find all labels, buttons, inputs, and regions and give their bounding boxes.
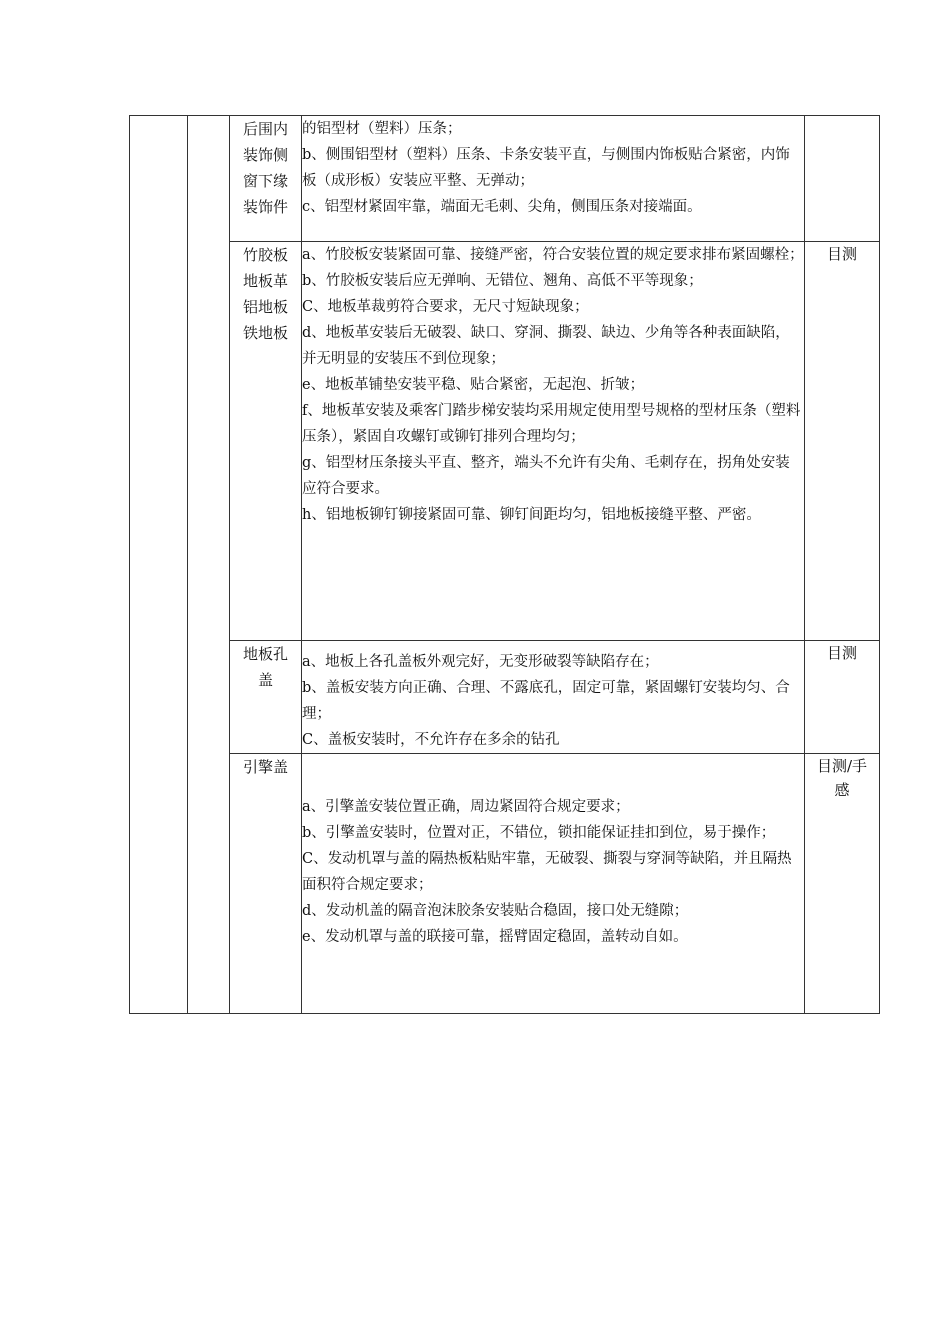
requirement-line: C、地板革裁剪符合要求，无尺寸短缺现象； <box>302 299 589 315</box>
item-cell <box>230 754 302 1014</box>
requirements-cell <box>302 116 805 242</box>
requirement-line: C、盖板安装时，不允许存在多余的钻孔 <box>302 732 560 748</box>
requirement-line: f、地板革安装及乘客门踏步梯安装均采用规定使用型号规格的型材压条（塑料压条），紧固自攻螺钉或铆钉排列合理均匀； <box>302 403 801 445</box>
item-name: 竹胶板地板革铝地板铁地板 <box>242 246 288 342</box>
requirement-line: c、铝型材紧固牢靠，端面无毛刺、尖角，侧围压条对接端面。 <box>302 199 702 215</box>
table-row <box>130 754 880 1014</box>
item-name: 引擎盖 <box>242 758 288 776</box>
method-text: 目测/手感 <box>816 757 868 799</box>
table-row <box>130 242 880 641</box>
item-name: 地板孔盖 <box>242 645 288 689</box>
requirement-line: 的铝型材（塑料）压条； <box>302 121 462 137</box>
inspection-table <box>129 115 880 1014</box>
requirement-line: b、引擎盖安装时，位置对正，不错位，锁扣能保证挂扣到位，易于操作； <box>302 825 776 841</box>
subcategory-cell <box>188 116 230 1014</box>
requirements-cell <box>302 754 805 1014</box>
item-cell <box>230 641 302 754</box>
requirement-line: h、铝地板铆钉铆接紧固可靠、铆钉间距均匀，铝地板接缝平整、严密。 <box>302 507 761 523</box>
requirement-line: d、地板革安装后无破裂、缺口、穿洞、撕裂、缺边、少角等各种表面缺陷，并无明显的安装压不到位现象； <box>302 325 790 367</box>
method-cell <box>805 242 880 641</box>
requirement-line: C、发动机罩与盖的隔热板粘贴牢靠，无破裂、撕裂与穿洞等缺陷，并且隔热面积符合规定要求； <box>302 851 792 893</box>
requirement-line: b、侧围铝型材（塑料）压条、卡条安装平直，与侧围内饰板贴合紧密，内饰板（成形板）安装应平整、无弹动； <box>302 147 790 189</box>
method-cell <box>805 116 880 242</box>
item-cell <box>230 242 302 641</box>
requirements-cell <box>302 641 805 754</box>
method-text: 目测 <box>826 644 857 662</box>
requirement-line: a、竹胶板安装紧固可靠、接缝严密，符合安装位置的规定要求排布紧固螺栓； <box>302 247 804 263</box>
requirement-line: a、地板上各孔盖板外观完好，无变形破裂等缺陷存在； <box>302 654 659 670</box>
requirements-cell <box>302 242 805 641</box>
requirement-line: b、竹胶板安装后应无弹响、无错位、翘角、高低不平等现象； <box>302 273 703 289</box>
requirement-line: g、铝型材压条接头平直、整齐，端头不允许有尖角、毛刺存在，拐角处安装应符合要求。 <box>302 455 790 497</box>
requirement-line: a、引擎盖安装位置正确，周边紧固符合规定要求； <box>302 799 630 815</box>
category-cell <box>130 116 188 1014</box>
requirement-line: b、盖板安装方向正确、合理、不露底孔，固定可靠，紧固螺钉安装均匀、合理； <box>302 680 790 722</box>
method-cell <box>805 641 880 754</box>
item-name: 后围内装饰侧窗下缘装饰件 <box>242 120 288 216</box>
requirement-line: d、发动机盖的隔音泡沫胶条安装贴合稳固，接口处无缝隙； <box>302 903 689 919</box>
requirement-line: e、发动机罩与盖的联接可靠，摇臂固定稳固，盖转动自如。 <box>302 929 688 945</box>
table-row <box>130 641 880 754</box>
method-cell <box>805 754 880 1014</box>
requirement-line: e、地板革铺垫安装平稳、贴合紧密，无起泡、折皱； <box>302 377 645 393</box>
table-row <box>130 116 880 242</box>
method-text: 目测 <box>826 245 857 263</box>
item-cell <box>230 116 302 242</box>
